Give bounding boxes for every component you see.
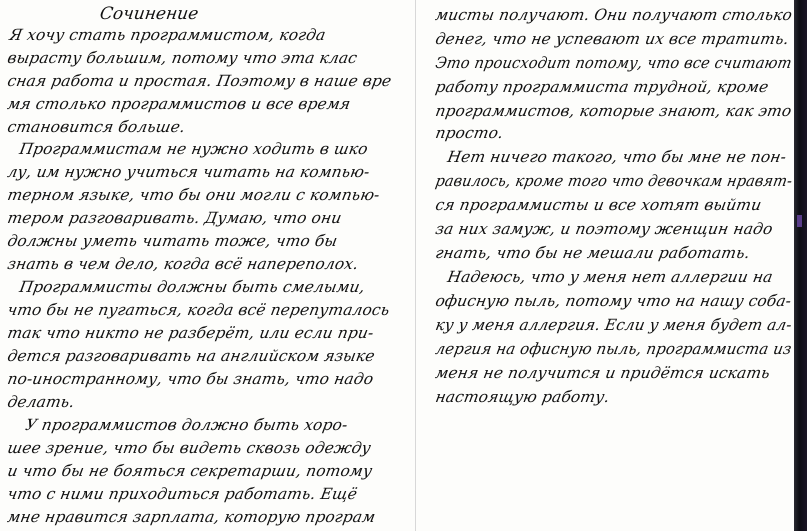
text-line: просто. [434, 124, 505, 142]
scan-border [794, 0, 807, 531]
text-line: равилось, кроме того что девочкам нравят- [434, 172, 794, 190]
text-line: должны уметь читать тоже, что бы [6, 232, 339, 250]
text-line: мя столько программистов и все время [6, 95, 352, 113]
text-line: терном языке, что бы они могли с компью- [6, 186, 382, 204]
text-line: шее зрение, что бы видеть сквозь одежду [6, 439, 373, 457]
text-line: вырасту большим, потому что эта клас [6, 49, 359, 67]
text-line: по-иностранному, что бы знать, что надо [6, 370, 375, 388]
text-line: за них замуж, и поэтому женщин надо [434, 220, 775, 238]
text-line: денег, что не успевают их все тратить. [434, 30, 791, 48]
text-line: Это происходит потому, что все считают [434, 54, 794, 72]
text-line: Программистам не нужно ходить в шко [18, 140, 370, 158]
text-line: становится больше. [6, 118, 187, 136]
text-line: У программистов должно быть хоро- [24, 416, 350, 434]
text-line: программистов, которые знают, как это [434, 102, 793, 120]
text-line: так что никто не разберёт, или если при- [6, 324, 376, 342]
text-line: тером разговаривать. Думаю, что они [6, 209, 344, 227]
text-line: Нет ничего такого, что бы мне не пон- [446, 148, 788, 166]
essay-title: Сочинение [98, 4, 200, 24]
text-line: работу программиста трудной, кроме [434, 78, 770, 96]
text-line: лу, им нужно учиться читать на компью- [6, 163, 372, 181]
text-line: делать. [6, 393, 77, 411]
text-line: лергия на офисную пыль, программиста из [434, 340, 793, 358]
text-line: что бы не пугаться, когда всё перепуталось [6, 301, 391, 319]
text-line: настоящую работу. [434, 388, 611, 406]
text-line: мисты получают. Они получают столько [434, 6, 794, 24]
text-line: и что бы не бояться секретарши, потому [6, 462, 374, 480]
text-line: сная работа и простая. Поэтому в наше вре [6, 72, 393, 90]
text-line: дется разговаривать на английском языке [6, 347, 377, 365]
text-line: ся программисты и все хотят выйти [434, 196, 763, 214]
text-line: Надеюсь, что у меня нет аллергии на [446, 268, 775, 286]
right-page [416, 0, 794, 531]
text-line: что с ними приходиться работать. Ещё [6, 485, 359, 503]
text-line: офисную пыль, потому что на нашу соба- [434, 292, 793, 310]
text-line: гнать, что бы не мешали работать. [434, 244, 752, 262]
text-line: Программисты должны быть смелыми, [18, 278, 367, 296]
text-line: мне нравится зарплата, которую програм [6, 508, 377, 526]
text-line: меня не получится и придётся искать [434, 364, 772, 382]
text-line: Я хочу стать программистом, когда [8, 26, 328, 44]
text-line: ку у меня аллергия. Если у меня будет ал- [434, 316, 794, 334]
text-line: знать в чем дело, когда всё напереполох. [6, 255, 360, 273]
